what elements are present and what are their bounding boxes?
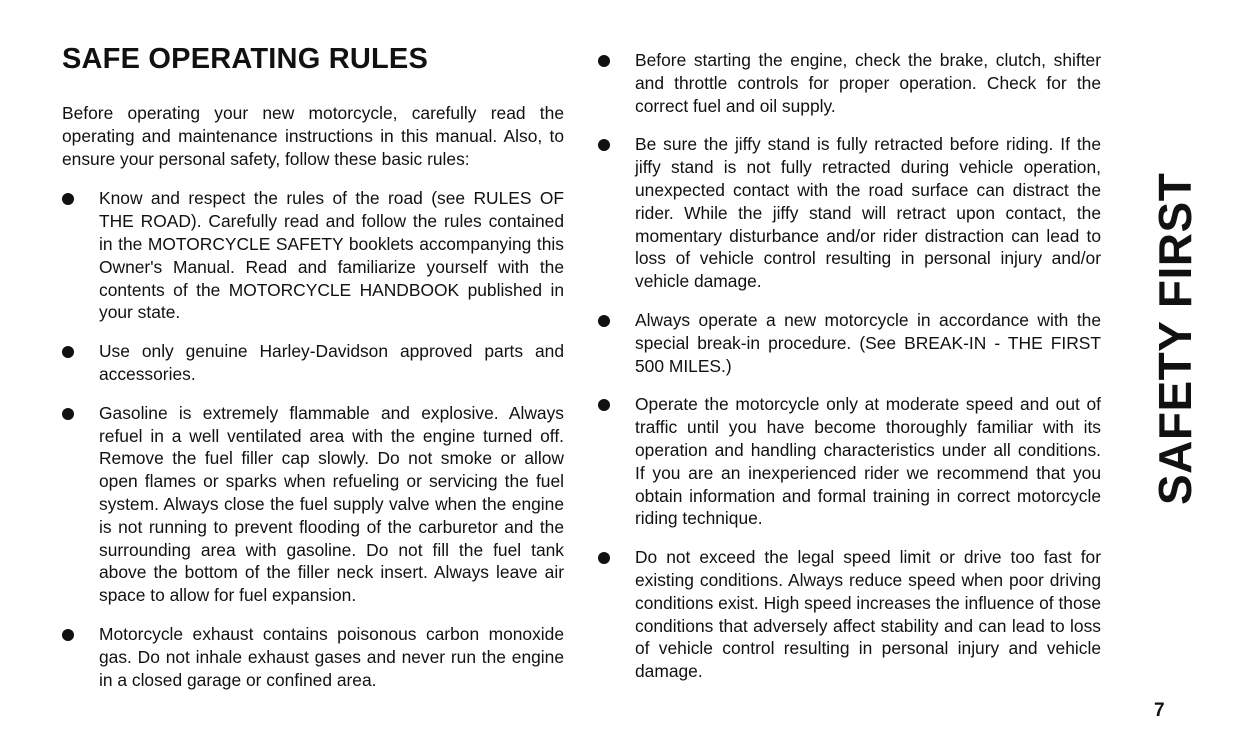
bullet-icon (62, 346, 74, 358)
rule-text: Always operate a new motorcycle in accordance with the special break-in procedure. (See BREAK-IN - THE FIRST 500 MILES.) (635, 309, 1101, 376)
left-column (62, 102, 564, 707)
rule-item (596, 393, 1101, 530)
intro-paragraph: Before operating your new motorcycle, carefully read the operating and maintenance instructions in this manual. Also, to ensure your personal safety, follow these basic rules: (62, 103, 564, 169)
rule-text: Motorcycle exhaust contains poisonous carbon monoxide gas. Do not inhale exhaust gases and never run the engine in a closed garage or confined area. (99, 623, 564, 690)
rule-item (62, 187, 564, 324)
rules-list-left (62, 187, 564, 691)
bullet-icon (62, 408, 74, 420)
rule-text: Gasoline is extremely flammable and explosive. Always refuel in a well ventilated area with the engine turned off. Remove the fuel filler cap slowly. Do not smoke or allow open flames or sparks when refueling or servicing the fuel system. Always close the fuel supply valve when the engine is not running to prevent flooding of the carburetor and the surrounding area with gasoline. Do not fill the fuel tank above the bottom of the filler neck insert. Always leave air space to allow for fuel expansion. (99, 402, 564, 606)
bullet-icon (62, 629, 74, 641)
rule-item (596, 49, 1101, 117)
page-title: SAFE OPERATING RULES (62, 43, 428, 75)
rules-list-right (596, 49, 1101, 683)
rule-item (62, 402, 564, 607)
rule-item (62, 623, 564, 691)
rule-item (596, 133, 1101, 293)
rule-text: Know and respect the rules of the road (see RULES OF THE ROAD). Carefully read and follow the rules contained in the MOTORCYCLE SAFETY booklets accompanying this Owner's Manual. Read and familiarize yourself with the contents of the MOTORCYCLE HANDBOOK published in your state. (99, 188, 564, 323)
bullet-icon (598, 552, 610, 564)
bullet-icon (598, 139, 610, 151)
bullet-icon (62, 193, 74, 205)
bullet-icon (598, 315, 610, 327)
rule-text: Do not exceed the legal speed limit or drive too fast for existing conditions. Always reduce speed when poor driving conditions exist. High speed increases the influence of those conditions that adversely affect stability and can lead to loss of vehicle control resulting in personal injury and vehicle damage. (635, 547, 1101, 682)
page-number: 7 (1154, 700, 1165, 721)
rule-text: Use only genuine Harley-Davidson approved parts and accessories. (99, 341, 564, 384)
rule-text: Operate the motorcycle only at moderate speed and out of traffic until you have become thoroughly familiar with its operation and handling characteristics under all conditions. If you are an inexperienced rider we recommend that you obtain information and formal training in correct motorcycle riding technique. (635, 394, 1101, 529)
section-tab: SAFETY FIRST (1149, 172, 1201, 505)
bullet-icon (598, 55, 610, 67)
rule-item (596, 309, 1101, 377)
rule-text: Before starting the engine, check the brake, clutch, shifter and throttle controls for proper operation. Check for the correct fuel and oil supply. (635, 50, 1101, 116)
rule-item (62, 340, 564, 386)
rule-item (596, 546, 1101, 683)
rule-text: Be sure the jiffy stand is fully retracted before riding. If the jiffy stand is not fully retracted during vehicle operation, unexpected contact with the road surface can distract the rider. While the jiffy stand will retract upon contact, the momentary disturbance and/or rider distraction can lead to loss of vehicle control resulting in personal injury and/or vehicle damage. (635, 134, 1101, 292)
right-column (596, 49, 1101, 699)
bullet-icon (598, 399, 610, 411)
